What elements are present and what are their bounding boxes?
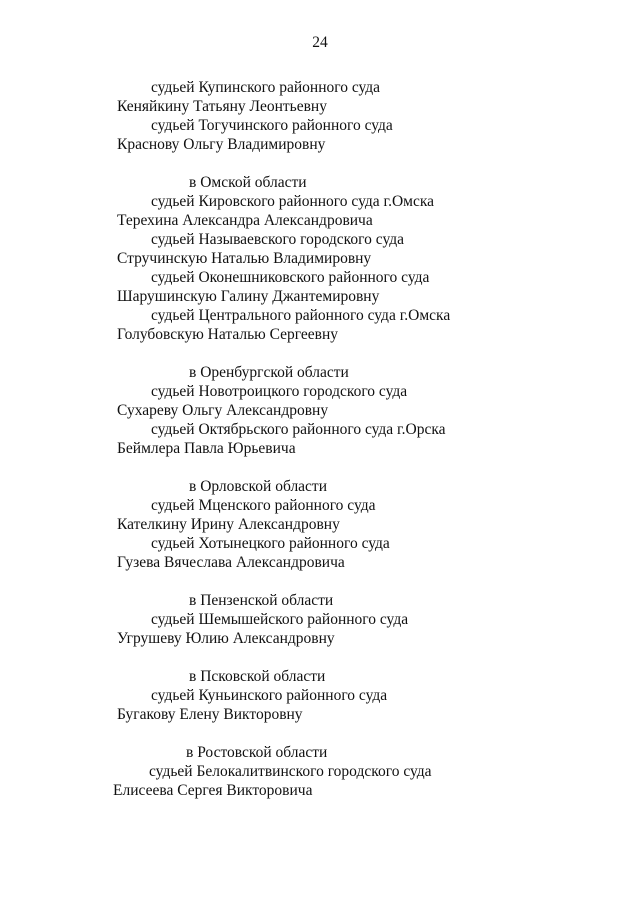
page-number: 24 [312, 34, 328, 51]
region-heading: в Ростовской области [186, 744, 328, 761]
appointee-name: Угрушеву Юлию Александровну [117, 630, 335, 647]
appointee-name: Кеняйкину Татьяну Леонтьевну [117, 98, 327, 115]
appointee-name: Стручинскую Наталью Владимировну [117, 250, 372, 267]
region-heading: в Оренбургской области [189, 364, 349, 381]
court-position-line: судьей Тогучинского районного суда [151, 117, 393, 134]
appointee-name: Елисеева Сергея Викторовича [113, 782, 313, 799]
court-position-line: судьей Кировского районного суда г.Омска [151, 193, 435, 210]
region-heading: в Псковской области [189, 668, 326, 685]
appointee-name: Кателкину Ирину Александровну [117, 516, 340, 533]
court-position-line: судьей Шемышейского районного суда [151, 611, 409, 628]
court-position-line: судьей Хотынецкого районного суда [151, 535, 390, 552]
appointee-name: Краснову Ольгу Владимировну [117, 136, 326, 153]
court-position-line: судьей Называевского городского суда [151, 231, 404, 248]
document-body [0, 78, 640, 800]
court-position-line: судьей Куньинского районного суда [151, 687, 388, 704]
appointee-name: Терехина Александра Александровича [117, 212, 373, 229]
region-heading: в Пензенской области [189, 592, 334, 609]
court-position-line: судьей Новотроицкого городского суда [151, 383, 408, 400]
court-position-line: судьей Купинского районного суда [151, 79, 381, 96]
appointee-name: Гузева Вячеслава Александровича [117, 554, 345, 571]
region-heading: в Орловской области [189, 478, 328, 495]
appointee-name: Бугакову Елену Викторовну [117, 706, 303, 723]
region-heading: в Омской области [189, 174, 307, 191]
appointee-name: Шарушинскую Галину Джантемировну [117, 288, 380, 305]
court-position-line: судьей Центрального районного суда г.Омска [151, 307, 451, 324]
appointee-name: Беймлера Павла Юрьевича [117, 440, 296, 457]
appointee-name: Сухареву Ольгу Александровну [117, 402, 329, 419]
court-position-line: судьей Мценского районного суда [151, 497, 376, 514]
court-position-line: судьей Белокалитвинского городского суда [149, 763, 432, 780]
court-position-line: судьей Октябрьского районного суда г.Орска [151, 421, 446, 438]
court-position-line: судьей Оконешниковского районного суда [151, 269, 430, 286]
appointee-name: Голубовскую Наталью Сергеевну [117, 326, 339, 343]
